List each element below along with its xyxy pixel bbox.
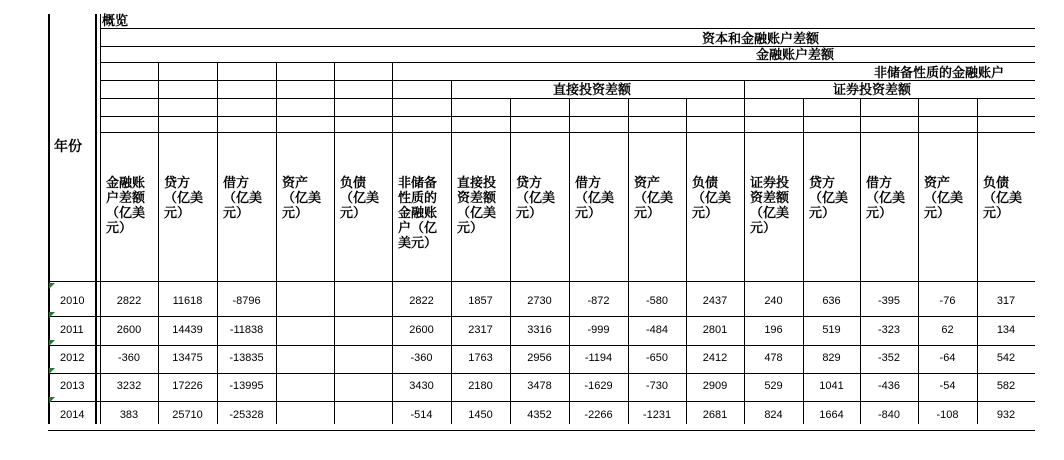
data-cell[interactable]: 11618 xyxy=(172,295,203,307)
data-cell[interactable]: 2730 xyxy=(527,295,552,307)
column-header: 非储备性质的金融账户（亿美元） xyxy=(398,175,438,250)
data-cell[interactable]: 2801 xyxy=(702,324,728,336)
data-cell[interactable]: 932 xyxy=(996,409,1016,421)
column-line xyxy=(392,62,393,424)
data-cell[interactable]: 2956 xyxy=(527,352,552,364)
data-cell[interactable]: -484 xyxy=(645,324,669,336)
header-direct-investment: 直接投资差额 xyxy=(553,82,632,97)
data-cell[interactable]: 519 xyxy=(822,324,841,336)
data-cell[interactable]: 14439 xyxy=(172,324,203,336)
column-header: 金融账户差额（亿美元） xyxy=(106,175,146,235)
data-cell[interactable]: -840 xyxy=(877,409,901,421)
column-header: 贷方（亿美元） xyxy=(809,175,849,220)
data-cell[interactable]: -352 xyxy=(877,352,901,364)
data-cell[interactable]: -13835 xyxy=(229,352,264,364)
data-cell[interactable]: 829 xyxy=(822,352,841,364)
header-line xyxy=(100,46,1035,47)
data-cell[interactable]: -730 xyxy=(645,380,669,392)
header-line xyxy=(100,98,1035,99)
window-edge xyxy=(1035,0,1064,460)
year-cell[interactable]: 2014 xyxy=(60,409,85,421)
column-line xyxy=(158,62,159,424)
frozen-pane-border xyxy=(95,14,97,424)
row-line xyxy=(48,345,1035,346)
sheet-title: 概览 xyxy=(102,13,129,28)
row-line xyxy=(48,401,1035,402)
data-cell[interactable]: 17226 xyxy=(172,380,203,392)
data-cell[interactable]: 2600 xyxy=(409,324,434,336)
data-cell[interactable]: -514 xyxy=(410,409,433,421)
data-cell[interactable]: -580 xyxy=(645,295,669,307)
data-cell[interactable]: -360 xyxy=(117,352,141,364)
column-line xyxy=(276,62,277,424)
header-financial-account: 金融账户差额 xyxy=(756,47,835,62)
column-header: 资产（亿美元） xyxy=(282,175,322,220)
data-cell[interactable]: 25710 xyxy=(172,409,203,421)
data-cell[interactable]: 196 xyxy=(764,324,783,336)
header-bottom-line xyxy=(48,281,1035,282)
year-cell[interactable]: 2010 xyxy=(60,295,85,307)
column-header: 负债（亿美元） xyxy=(983,175,1023,220)
header-portfolio-investment: 证券投资差额 xyxy=(833,82,912,97)
year-header: 年份 xyxy=(54,138,82,154)
header-line xyxy=(100,80,1035,81)
data-cell[interactable]: -8796 xyxy=(232,295,261,307)
data-cell[interactable]: -25328 xyxy=(229,409,264,421)
data-cell[interactable]: 478 xyxy=(764,352,783,364)
row-line xyxy=(48,373,1035,374)
column-line xyxy=(918,98,919,424)
column-header: 借方（亿美元） xyxy=(866,175,906,220)
data-cell[interactable]: 13475 xyxy=(172,352,203,364)
column-header: 直接投资差额（亿美元） xyxy=(457,175,497,235)
column-header: 贷方（亿美元） xyxy=(164,175,204,220)
data-cell[interactable]: -13995 xyxy=(229,380,264,392)
data-cell[interactable]: 3478 xyxy=(527,380,552,392)
column-header: 资产（亿美元） xyxy=(634,175,674,220)
data-cell[interactable]: -1194 xyxy=(584,352,613,364)
header-capital-financial: 资本和金融账户差额 xyxy=(702,31,820,46)
header-line xyxy=(100,116,1035,117)
data-cell[interactable]: 824 xyxy=(764,409,783,421)
data-cell[interactable]: 317 xyxy=(996,295,1016,307)
data-cell[interactable]: 2437 xyxy=(702,295,728,307)
column-line xyxy=(803,98,804,424)
column-line xyxy=(977,98,978,424)
data-cell[interactable]: -108 xyxy=(936,409,959,421)
column-line xyxy=(686,98,687,424)
data-cell[interactable]: 4352 xyxy=(527,409,552,421)
data-cell[interactable]: 3232 xyxy=(116,380,142,392)
data-cell[interactable]: 2412 xyxy=(702,352,728,364)
data-cell[interactable]: -323 xyxy=(877,324,901,336)
data-cell[interactable]: -54 xyxy=(939,380,956,392)
error-indicator-icon xyxy=(49,340,55,346)
data-cell[interactable]: 62 xyxy=(941,324,954,336)
column-header: 负债（亿美元） xyxy=(692,175,732,220)
data-cell[interactable]: -11838 xyxy=(229,324,264,336)
data-cell[interactable]: 1041 xyxy=(819,380,844,392)
data-cell[interactable]: 529 xyxy=(764,380,783,392)
data-cell[interactable]: 2822 xyxy=(409,295,434,307)
column-line xyxy=(860,98,861,424)
data-cell[interactable]: 2909 xyxy=(702,380,728,392)
data-cell[interactable]: -999 xyxy=(587,324,610,336)
year-cell[interactable]: 2011 xyxy=(60,324,84,336)
column-header: 证券投资差额（亿美元） xyxy=(750,175,790,235)
data-cell[interactable]: -2266 xyxy=(584,409,613,421)
left-border xyxy=(48,14,50,424)
data-cell[interactable]: -872 xyxy=(587,295,610,307)
error-indicator-icon xyxy=(49,283,55,289)
column-header: 借方（亿美元） xyxy=(223,175,263,220)
data-cell[interactable]: 1664 xyxy=(819,409,844,421)
row-line xyxy=(48,430,1035,431)
data-cell[interactable]: 582 xyxy=(996,380,1016,392)
data-cell[interactable]: 2822 xyxy=(116,295,142,307)
column-line xyxy=(334,62,335,424)
column-header: 借方（亿美元） xyxy=(575,175,615,220)
error-indicator-icon xyxy=(49,312,55,318)
year-cell[interactable]: 2012 xyxy=(60,352,85,364)
data-cell[interactable]: -1231 xyxy=(642,409,672,421)
column-line xyxy=(217,62,218,424)
data-cell[interactable]: 1763 xyxy=(468,352,493,364)
data-cell[interactable]: -436 xyxy=(877,380,901,392)
data-cell[interactable]: 542 xyxy=(996,352,1016,364)
header-line xyxy=(100,62,1035,63)
error-indicator-icon xyxy=(49,397,55,403)
column-line xyxy=(569,98,570,424)
year-cell[interactable]: 2013 xyxy=(60,380,85,392)
data-cell[interactable]: -395 xyxy=(877,295,901,307)
header-non-reserve: 非储备性质的金融账户 xyxy=(874,65,1005,80)
data-cell[interactable]: 134 xyxy=(996,324,1016,336)
data-cell[interactable]: 2681 xyxy=(702,409,728,421)
column-header: 负债（亿美元） xyxy=(340,175,380,220)
data-cell[interactable]: 2180 xyxy=(468,380,493,392)
data-cell[interactable]: 1450 xyxy=(468,409,493,421)
data-cell[interactable]: 636 xyxy=(822,295,841,307)
data-cell[interactable]: 3430 xyxy=(409,380,434,392)
error-indicator-icon xyxy=(49,368,55,374)
data-cell[interactable]: -64 xyxy=(939,352,956,364)
column-line xyxy=(510,98,511,424)
data-cell[interactable]: 383 xyxy=(119,409,139,421)
data-cell[interactable]: -76 xyxy=(939,295,956,307)
data-cell[interactable]: 3316 xyxy=(527,324,552,336)
header-line xyxy=(100,28,1035,29)
data-cell[interactable]: -1629 xyxy=(584,380,613,392)
column-header: 资产（亿美元） xyxy=(924,175,964,220)
header-line xyxy=(100,132,1035,133)
data-cell[interactable]: -360 xyxy=(410,352,433,364)
data-cell[interactable]: 240 xyxy=(764,295,783,307)
column-header: 贷方（亿美元） xyxy=(516,175,556,220)
data-cell[interactable]: 2317 xyxy=(468,324,493,336)
data-cell[interactable]: 1857 xyxy=(468,295,493,307)
column-line xyxy=(628,98,629,424)
row-line xyxy=(48,316,1035,317)
data-cell[interactable]: -650 xyxy=(645,352,669,364)
data-cell[interactable]: 2600 xyxy=(116,324,142,336)
